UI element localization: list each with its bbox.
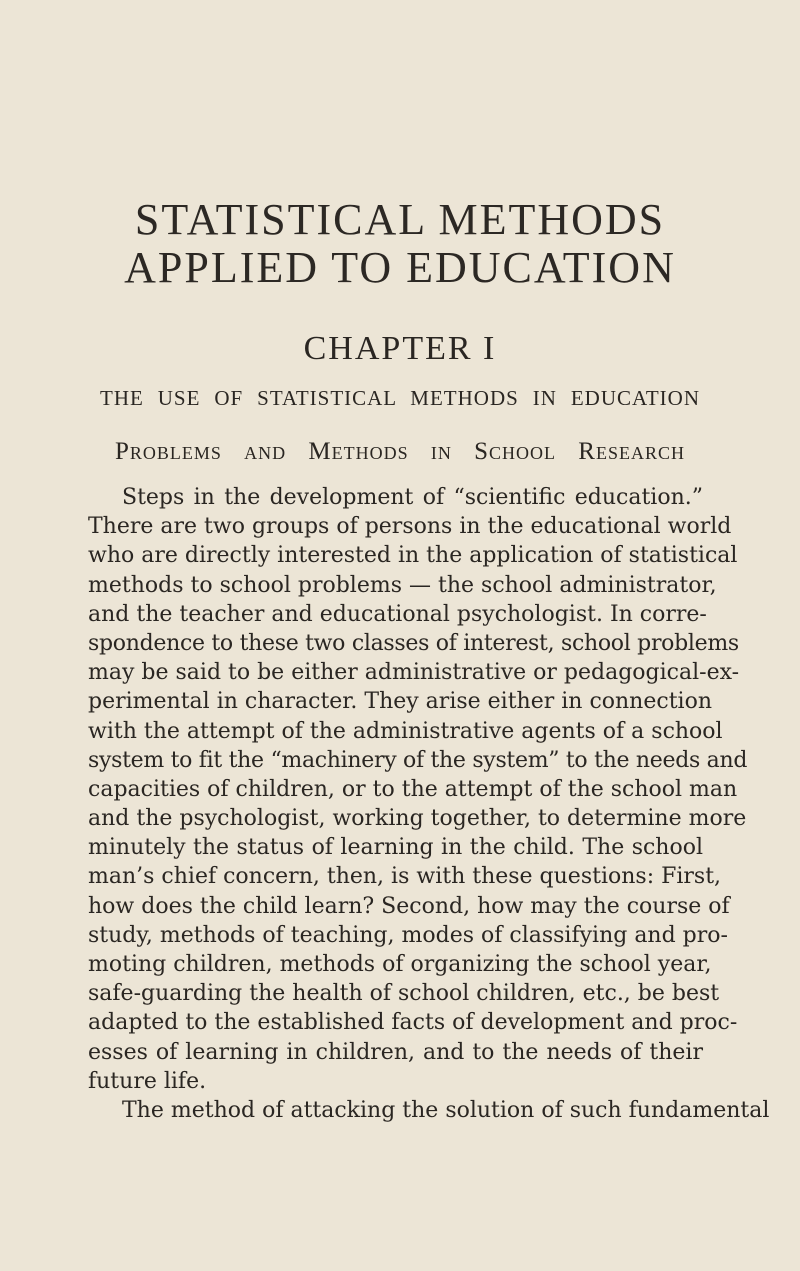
body-line: safe-guarding the health of school children, etc., be best [88, 981, 720, 1007]
body-line: study, methods of teaching, modes of classifying and pro- [88, 922, 728, 948]
chapter-heading: CHAPTER I [303, 330, 497, 367]
section-heading: Problems and Methods in School Research [115, 438, 685, 465]
body-line: future life. [88, 1068, 207, 1094]
body-line: perimental in character. They arise either in connection [88, 689, 712, 715]
chapter-title: THE USE OF STATISTICAL METHODS IN EDUCATION [100, 386, 700, 410]
body-line: The method of attacking the solution of such fundamental [122, 1097, 770, 1123]
body-line: methods to school problems — the school administrator, [88, 572, 717, 598]
book-title-line-2: APPLIED TO EDUCATION [124, 243, 676, 292]
body-line: with the attempt of the administrative agents of a school [88, 718, 723, 744]
body-line: and the teacher and educational psychologist. In corre- [88, 601, 707, 627]
body-line: may be said to be either administrative or pedagogical-ex- [88, 660, 740, 686]
body-line: man’s chief concern, then, is with these questions: First, [88, 864, 722, 890]
body-line: esses of learning in children, and to the needs of their [88, 1039, 703, 1065]
body-line: minutely the status of learning in the child. The school [88, 835, 703, 861]
body-line: and the psychologist, working together, to determine more [88, 806, 747, 832]
body-line: capacities of children, or to the attempt of the school man [88, 776, 738, 802]
body-line: who are directly interested in the application of statistical [88, 543, 738, 569]
book-title-line-1: STATISTICAL METHODS [134, 195, 666, 244]
body-text [88, 483, 770, 1125]
body-line: Steps in the development of “scientific education.” [122, 485, 703, 510]
body-line: how does the child learn? Second, how may the course of [88, 893, 730, 919]
body-line: system to fit the “machinery of the system” to the needs and [88, 747, 748, 773]
body-line: There are two groups of persons in the educational world [88, 514, 732, 540]
body-line: spondence to these two classes of interest, school problems [88, 630, 739, 656]
body-line: adapted to the established facts of development and proc- [88, 1010, 738, 1036]
body-line: moting children, methods of organizing the school year, [88, 952, 712, 977]
